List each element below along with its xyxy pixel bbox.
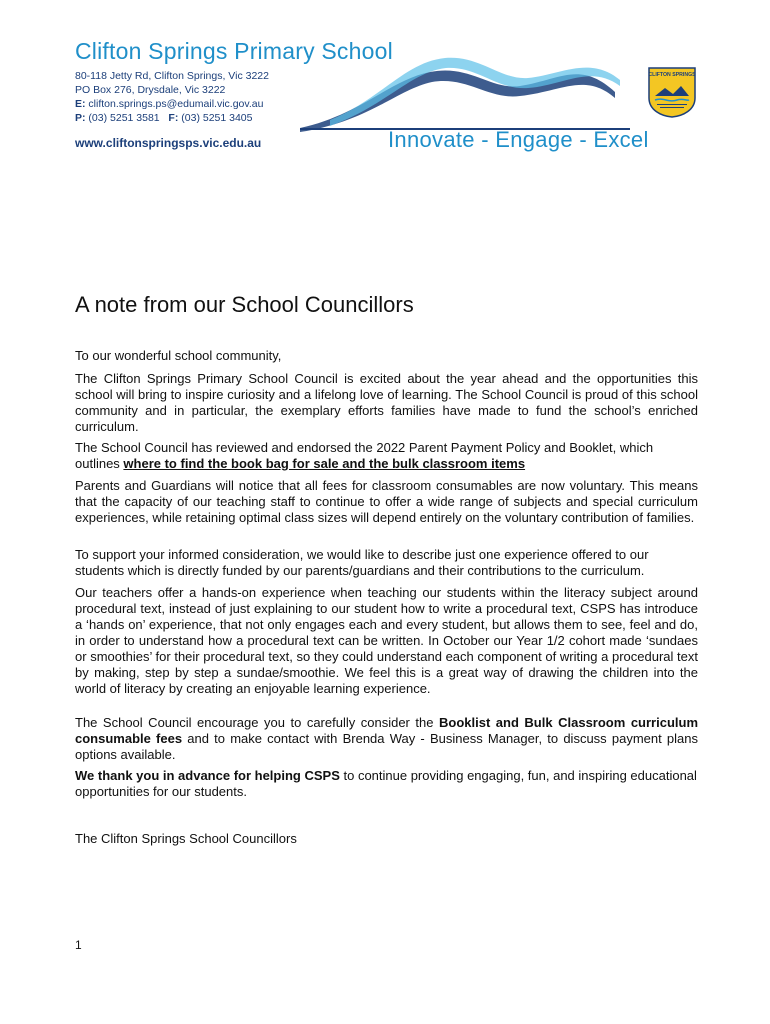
email-line: [75, 98, 263, 111]
paragraph-thanks: [75, 768, 698, 800]
school-motto: Innovate - Engage - Excel: [388, 127, 649, 152]
thanks-bold: We thank you in advance for helping CSPS: [75, 768, 340, 783]
page-title: A note from our School Councillors: [75, 292, 414, 317]
encourage-bold: Booklist and Bulk Classroom curriculum consumable fees: [75, 715, 698, 746]
address-line2: PO Box 276, Drysdale, Vic 3222: [75, 84, 226, 96]
page-number: 1: [75, 938, 82, 952]
letterhead: [0, 0, 770, 170]
fax-label: F:: [168, 112, 179, 124]
wave-light: [330, 58, 620, 126]
fax-number: (03) 5251 3405: [181, 112, 253, 124]
email-address[interactable]: clifton.springs.ps@edumail.vic.gov.au: [88, 98, 264, 110]
thanks-text: to continue providing engaging, fun, and inspiring educational opportunities for our students.: [75, 768, 697, 799]
paragraph-voluntary: Parents and Guardians will notice that all fees for classroom consumables are now voluntary. This means that the capacity of our teaching staff to continue to offer a wide range of subjects and special curriculum experiences, while retaining optimal class sizes will depend entirely on the voluntary contribution of families.: [75, 478, 698, 525]
policy-text: The School Council has reviewed and endorsed the 2022 Parent Payment Policy and Booklet, which outlines: [75, 440, 654, 471]
paragraph-policy: [75, 440, 698, 472]
phone-line: [75, 112, 253, 125]
website-link[interactable]: www.cliftonspringsps.vic.edu.au: [75, 136, 262, 150]
crest-text: CLIFTON SPRINGS: [648, 72, 696, 78]
phone-label: P:: [75, 112, 86, 124]
email-label: E:: [75, 98, 86, 110]
school-name: Clifton Springs Primary School: [75, 38, 393, 64]
paragraph-support: To support your informed consideration, we would like to describe just one experience offered to our students which is directly funded by our parents/guardians and their contributions to the curriculum.: [75, 547, 649, 578]
paragraph-hands-on: Our teachers offer a hands-on experience when teaching our students within the literacy subject around procedural text, instead of just explaining to our student how to write a procedural text, CSPS has introduce a ‘hands on’ experience, that not only engages each and every student, but allows them to see, feel and do, in order to understand how a procedural text can be written. In October our Year 1/2 cohort made ‘sundaes or smoothies’ for their procedural text, so they could understand each component of writing a procedural text by making, step by step a sundae/smoothie. We feel this is a great way of drawing the children into the world of literacy by creating an enjoyable learning experience.: [75, 585, 698, 696]
signoff: The Clifton Springs School Councillors: [75, 831, 297, 846]
school-crest-icon: [647, 66, 697, 118]
encourage-text-b: and to make contact with Brenda Way - Business Manager, to discuss payment plans options available.: [75, 731, 698, 762]
greeting: To our wonderful school community,: [75, 348, 282, 363]
encourage-text-a: The School Council encourage you to carefully consider the: [75, 715, 439, 730]
paragraph-intro: The Clifton Springs Primary School Council is excited about the year ahead and the opportunities this school will bring to inspire curiosity and a lifelong love of learning. The School Council is proud of this school community and in particular, the exemplary efforts families have made to fund the school’s enriched curriculum.: [75, 371, 698, 434]
address-line1: 80-118 Jetty Rd, Clifton Springs, Vic 3222: [75, 70, 269, 82]
book-bag-link[interactable]: where to find the book bag for sale and the bulk classroom items: [123, 456, 526, 471]
paragraph-encourage: [75, 715, 698, 763]
phone-number: (03) 5251 3581: [88, 112, 160, 124]
